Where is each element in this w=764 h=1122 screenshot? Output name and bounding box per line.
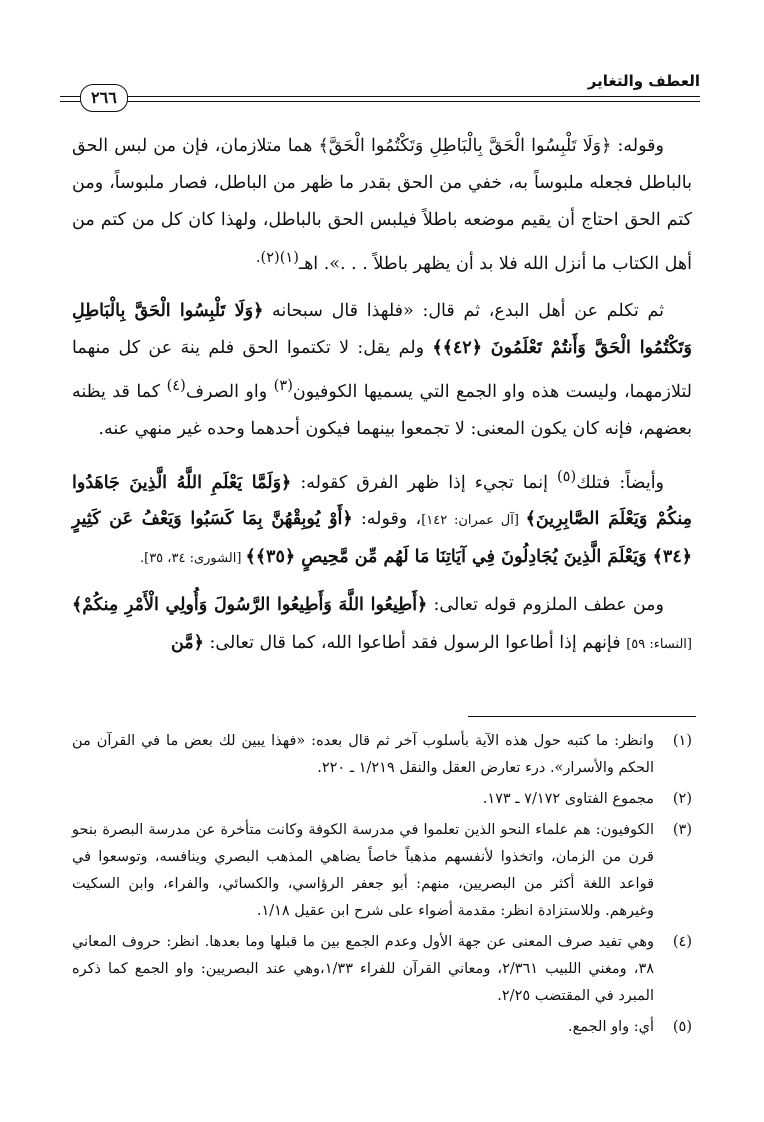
verse-reference-nisa: [النساء: ٥٩] <box>626 637 692 653</box>
header-rule-top <box>60 96 700 97</box>
paragraph-1-text: وقوله: ﴿وَلَا تَلْبِسُوا الْحَقَّ بِالْبَاطِلِ وَتَكْتُمُوا الْحَقَّ﴾ هما متلازمان، فإن من لبس الحق بالباطل فجعله ملبوساً به، خفي من الحق بقدر ما ظهر من الباطل، فصار ملبوساً، ومن كتم الحق احتاج أن يقيم موضعه باطلاً فيلبس الحق بالباطل، ولهذا كان كل من كتم من أهل الكتاب ما أنزل الله فلا بد أن يظهر باطلاً . . .». اهـ <box>72 136 692 274</box>
paragraph-2-text-a: ثم تكلم عن أهل البدع، ثم قال: «فلهذا قال سبحانه <box>263 300 664 321</box>
paragraph-2-text-c: واو الصرف <box>185 381 274 402</box>
footnote-number: (٢) <box>672 791 692 807</box>
footnote-5 <box>72 1014 692 1041</box>
footnotes <box>72 728 692 1045</box>
footnote-text: وهي تفيد صرف المعنى عن جهة الأول وعدم الجمع بين ما قبلها وما بعدها. انظر: حروف المعاني ٣٨، ومغني اللبيب ٢/٣٦١، ومعاني القرآن للفراء ١/٣٣،وهي عند البصريين: واو الجمع كما ذكره المبرد في المقتضب ٢/٢٥. <box>72 934 655 1004</box>
paragraph-3-text-b: إنما تجيء إذا ظهر الفرق كقوله: <box>291 472 557 493</box>
quran-verse-continued: ﴿مَّن <box>170 633 204 654</box>
paragraph-3-text-a: وأيضاً: فتلك <box>576 472 665 493</box>
footnote-text: أي: واو الجمع. <box>567 1019 654 1035</box>
footnote-text: الكوفيون: هم علماء النحو الذين تعلموا في مدرسة الكوفة وكانت متأخرة عن مدرسة البصرة بنحو قرن من الزمان، واتخذوا لأنفسهم مذهباً خاصاً يضاهي المذهب البصري وينافسه، وتوسعوا في قواعد اللغة أكثر من البصريين، منهم: أبو جعفر الرؤاسي، والكسائي، والفراء، وابن السكيت وغيرهم. وللاستزادة انظر: مقدمة أضواء على شرح ابن عقيل ١/١٨. <box>72 822 654 919</box>
footnote-ref-4: (٤) <box>166 376 186 394</box>
footnote-number: (٥) <box>672 1019 692 1035</box>
footnote-ref-3: (٣) <box>273 376 293 394</box>
footnote-3 <box>72 817 692 925</box>
quran-verse-al-imran-142: ﴿وَلَمَّا يَعْلَمِ اللَّهُ الَّذِينَ جَاهَدُوا مِنكُمْ وَيَعْلَمَ الصَّابِرِينَ﴾ <box>72 472 692 530</box>
footnote-text: وانظر: ما كتبه حول هذه الآية بأسلوب آخر ثم قال بعده: «فهذا يبين لك بعض ما في القرآن من الحكم والأسرار». درء تعارض العقل والنقل ١/٢١٩ ـ ٢٢٠. <box>72 733 654 776</box>
paragraph-2 <box>72 293 692 448</box>
paragraph-3-text-c: ، وقوله: <box>352 509 422 530</box>
paragraph-3 <box>72 458 692 578</box>
main-text <box>72 128 692 673</box>
footnote-ref-5: (٥) <box>556 467 577 485</box>
page-number: ٢٦٦ <box>80 84 128 112</box>
footnote-number: (٤) <box>672 934 692 950</box>
footnote-separator <box>468 716 696 717</box>
paragraph-1 <box>72 128 692 283</box>
paragraph-4 <box>72 587 692 663</box>
footnote-number: (١) <box>672 733 692 749</box>
quran-verse-nisa-59: ﴿أَطِيعُوا اللَّهَ وَأَطِيعُوا الرَّسُولَ وَأُولِي الْأَمْرِ مِنكُمْ﴾ <box>72 595 428 616</box>
paragraph-4-text-b: فإنهم إذا أطاعوا الرسول فقد أطاعوا الله، كما قال تعالى: <box>203 633 627 654</box>
quran-verse-baqarah-42: ﴿وَلَا تَلْبِسُوا الْحَقَّ بِالْبَاطِلِ وَتَكْتُمُوا الْحَقَّ وَأَنتُمْ تَعْلَمُونَ ﴿٤٢﴾﴾ <box>72 300 692 358</box>
footnote-number: (٣) <box>672 822 692 838</box>
footnote-ref-1-2: (١)(٢). <box>255 249 299 266</box>
page-header <box>60 70 700 114</box>
header-rule-bottom <box>60 101 700 102</box>
footnote-1 <box>72 728 692 782</box>
verse-reference-shura: [الشورى: ٣٤، ٣٥]. <box>139 551 246 567</box>
quran-verse-shura-34-35: ﴿أَوْ يُوبِقْهُنَّ بِمَا كَسَبُوا وَيَعْفُ عَن كَثِيرٍ ﴿٣٤﴾ وَيَعْلَمَ الَّذِينَ يُجَادِلُونَ فِي آيَاتِنَا مَا لَهُم مِّن مَّحِيصٍ ﴿٣٥﴾﴾ <box>72 509 692 568</box>
paragraph-4-text-a: ومن عطف الملزوم قوله تعالى: <box>427 595 665 616</box>
footnote-text: مجموع الفتاوى ٧/١٧٢ ـ ١٧٣. <box>482 791 654 807</box>
paragraph-2-text-b: ولم يقل: لا تكتموا الحق فلم ينهَ عن كل منهما لتلازمهما، وليست هذه واو الجمع التي يسميها الكوفيون <box>72 337 692 402</box>
footnote-2 <box>72 786 692 813</box>
running-title: العطف والتغاير <box>587 72 700 90</box>
paragraph-2-text-d: كما قد يظنه بعضهم، فإنه كان يكون المعنى: لا تجمعوا بينهما فيكون أحدهما وحده غير منهي عنه. <box>72 381 692 439</box>
footnote-4 <box>72 929 692 1010</box>
verse-reference-al-imran: [آل عمران: ١٤٢] <box>421 513 526 529</box>
